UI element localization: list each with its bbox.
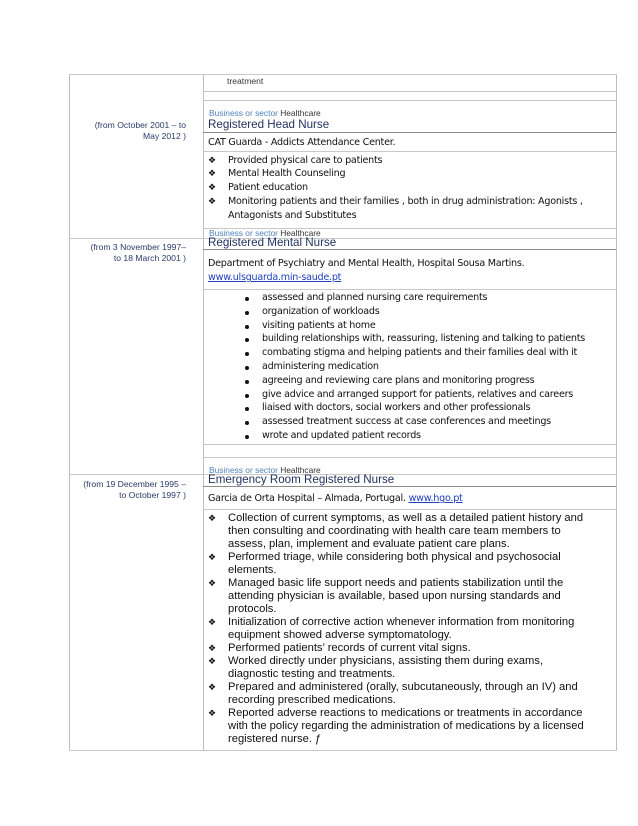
list-item: equipment showed adverse symptomatology. — [228, 629, 452, 641]
list-item: with the policy regarding the administration of medications by a licensed — [228, 720, 584, 732]
list-item: Initialization of corrective action whenever information from monitoring — [228, 616, 575, 628]
row-line — [203, 444, 616, 445]
list-item: assess, plan, implement and evaluate patient care plans. — [228, 538, 510, 550]
list-item: Performed triage, while considering both physical and psychosocial — [228, 551, 561, 563]
entry-3-employer-line — [208, 493, 463, 504]
diamond-bullet-icon: ❖ — [208, 708, 217, 718]
row-line — [203, 151, 616, 152]
list-item: attending physician is available, based upon nursing standards and — [228, 590, 561, 602]
list-item: Reported adverse reactions to medications or treatments in accordance — [228, 707, 583, 719]
entry-2-employer-link[interactable]: www.ulsguarda.min-saude.pt — [208, 272, 342, 283]
round-bullet-icon — [245, 421, 249, 425]
round-bullet-icon — [245, 380, 249, 384]
list-item: then consulting and coordinating with health care team members to — [228, 525, 561, 537]
list-item: recording prescribed medications. — [228, 694, 396, 706]
sector-label: Business or sector — [209, 108, 278, 118]
list-item: organization of workloads — [262, 305, 380, 317]
sector-value: Healthcare — [280, 108, 321, 118]
table-border-bottom — [69, 750, 617, 751]
list-item: Managed basic life support needs and patients stabilization until the — [228, 577, 564, 589]
round-bullet-icon — [245, 435, 249, 439]
sector-value: Healthcare — [280, 465, 321, 475]
entry-3-employer-link[interactable]: www.hgo.pt — [408, 493, 463, 504]
list-item: combating stigma and helping patients and their families deal with it — [262, 347, 578, 359]
entry-3-job-title: Emergency Room Registered Nurse — [208, 473, 395, 486]
sector-line — [209, 108, 321, 118]
round-bullet-icon — [245, 352, 249, 356]
list-item: Performed patients’ records of current vital signs. — [228, 642, 471, 654]
list-item: diagnostic testing and treatments. — [228, 668, 396, 680]
list-item: visiting patients at home — [262, 319, 376, 331]
diamond-bullet-icon: ❖ — [208, 156, 216, 166]
entry-2-job-title: Registered Mental Nurse — [208, 236, 337, 249]
entry-1-date-line2: May 2012 ) — [143, 131, 186, 141]
entry-3-date-line1: (from 19 December 1995 – — [83, 479, 186, 489]
entry-3-employer: Garcia de Orta Hospital – Almada, Portugal. — [208, 493, 406, 504]
column-divider — [203, 74, 204, 751]
round-bullet-icon — [245, 366, 249, 370]
list-item: ❖ Monitoring patients and their families , both in drug administration: Agonists , — [208, 196, 583, 207]
diamond-bullet-icon: ❖ — [208, 513, 217, 523]
sector-value: Healthcare — [280, 228, 321, 238]
round-bullet-icon — [245, 407, 249, 411]
diamond-bullet-icon: ❖ — [208, 682, 217, 692]
row-line — [203, 289, 616, 290]
entry-1-date-line1: (from October 2001 – to — [94, 120, 186, 130]
round-bullet-icon — [245, 325, 249, 329]
entry-2-date-line1: (from 3 November 1997– — [90, 242, 186, 252]
entry-1-job-title: Registered Head Nurse — [208, 118, 330, 131]
diamond-bullet-icon: ❖ — [208, 617, 217, 627]
list-item: ❖ Provided physical care to patients — [208, 155, 383, 166]
list-item: Collection of current symptoms, as well as a detailed patient history and — [228, 512, 584, 524]
diamond-bullet-icon: ❖ — [208, 552, 217, 562]
sector-label: Business or sector — [209, 465, 278, 475]
table-border-right — [616, 74, 617, 751]
list-item: ❖ Patient education — [208, 182, 308, 193]
list-item: registered nurse. ƒ — [228, 733, 322, 745]
sector-label: Business or sector — [209, 228, 278, 238]
list-item: assessed treatment success at case conferences and meetings — [262, 416, 551, 428]
list-item: liaised with doctors, social workers and other professionals — [262, 402, 531, 414]
round-bullet-icon — [245, 297, 249, 301]
round-bullet-icon — [245, 338, 249, 342]
list-item: assessed and planned nursing care requirements — [262, 292, 488, 303]
diamond-bullet-icon: ❖ — [208, 643, 217, 653]
entry-2-employer: Department of Psychiatry and Mental Health, Hospital Sousa Martins. — [208, 258, 525, 269]
row-line — [69, 238, 617, 239]
list-item: protocols. — [228, 603, 277, 615]
row-line — [203, 509, 616, 510]
row-line — [203, 457, 616, 458]
continuation-text: treatment — [227, 76, 264, 86]
list-item-continuation: Antagonists and Substitutes — [228, 210, 357, 221]
list-item: building relationships with, reassuring, listening and talking to patients — [262, 333, 585, 345]
diamond-bullet-icon: ❖ — [208, 169, 216, 179]
diamond-bullet-icon: ❖ — [208, 578, 217, 588]
entry-3-date-line2: to October 1997 ) — [119, 490, 186, 500]
list-item: elements. — [228, 564, 277, 576]
list-item: give advice and arranged support for patients, relatives and careers — [262, 388, 574, 400]
list-item: administering medication — [262, 361, 379, 372]
diamond-bullet-icon: ❖ — [208, 656, 217, 666]
list-item: ❖ Mental Health Counseling — [208, 168, 346, 179]
row-line — [203, 91, 616, 92]
round-bullet-icon — [245, 394, 249, 398]
entry-2-date-line2: to 18 March 2001 ) — [113, 253, 186, 263]
table-border-top — [69, 74, 617, 75]
entry-1-employer: CAT Guarda - Addicts Attendance Center. — [208, 137, 396, 148]
diamond-bullet-icon: ❖ — [208, 197, 216, 207]
title-underline — [203, 132, 616, 133]
list-item: wrote and updated patient records — [262, 430, 421, 441]
list-item: agreeing and reviewing care plans and monitoring progress — [262, 374, 535, 386]
title-underline — [203, 486, 616, 487]
table-border-left — [69, 74, 70, 751]
round-bullet-icon — [245, 311, 249, 315]
row-line — [203, 100, 616, 101]
list-item: Prepared and administered (orally, subcutaneously, through an IV) and — [228, 681, 578, 693]
diamond-bullet-icon: ❖ — [208, 183, 216, 193]
list-item: Worked directly under physicians, assisting them during exams, — [228, 655, 544, 667]
title-underline — [203, 249, 616, 250]
